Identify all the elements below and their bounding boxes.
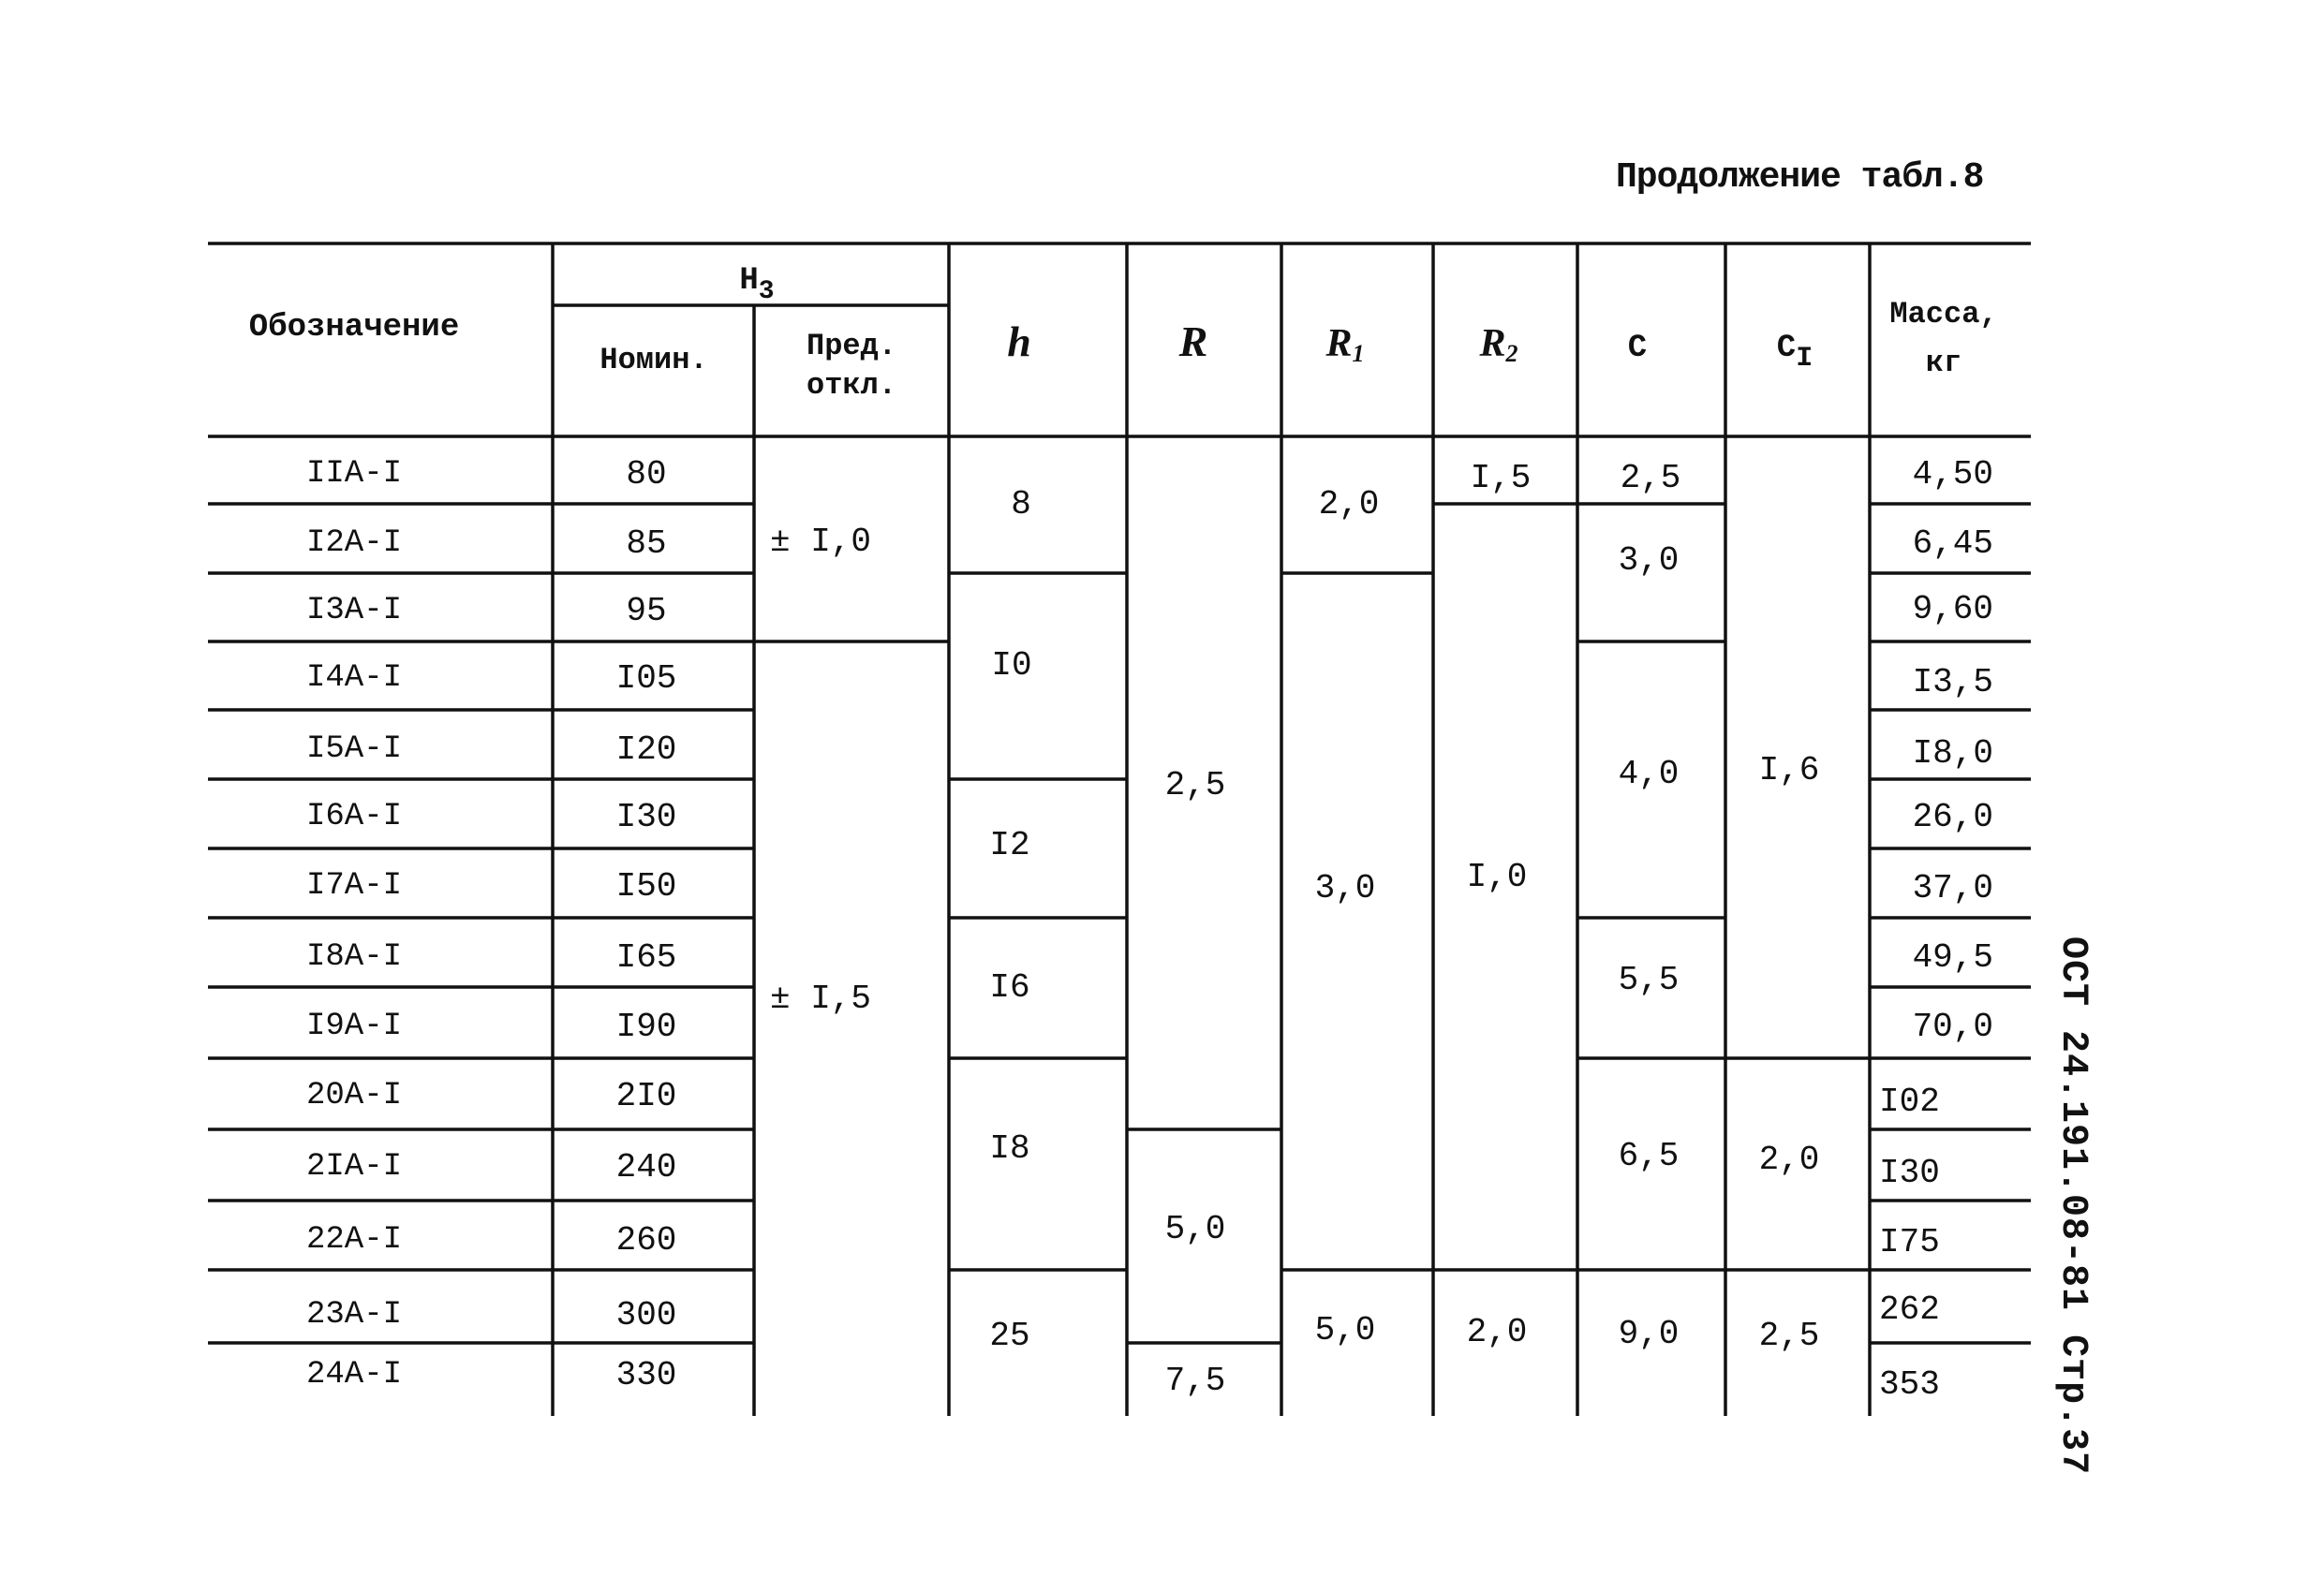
h-cell: I8 [989, 1129, 1030, 1168]
r1-cell: 2,0 [1318, 485, 1380, 523]
c-cell: 5,5 [1618, 961, 1680, 999]
table-row [306, 524, 1993, 563]
mass-cell: I02 [1879, 1083, 1940, 1121]
table-row [306, 659, 1993, 701]
nominal-cell: 80 [626, 455, 667, 494]
table-row [306, 938, 1993, 977]
nominal-cell: I30 [615, 798, 677, 836]
designation-cell: 23A-I [305, 1297, 403, 1333]
c1-cell: I,6 [1758, 751, 1820, 789]
designation-cell: I9A-I [305, 1009, 403, 1044]
header-r1 [1325, 322, 1364, 367]
nominal-cell: I50 [615, 867, 677, 906]
table-row [306, 867, 1993, 907]
designation-cell: I2A-I [305, 525, 403, 561]
header-tolerance-line1: Пред. [806, 329, 897, 363]
mass-cell: I75 [1879, 1223, 1940, 1261]
h-cell: I6 [989, 968, 1030, 1007]
h-cell: 8 [1011, 485, 1031, 523]
r1-cell: 3,0 [1314, 869, 1376, 907]
r-cell: 7,5 [1164, 1362, 1226, 1400]
header-c1-subscript: I [1796, 343, 1813, 375]
designation-cell: 24A-I [305, 1357, 403, 1393]
c-cell: 2,5 [1620, 459, 1681, 497]
table-caption: Продолжение табл.8 [1616, 157, 1984, 198]
mass-cell: 6,45 [1912, 524, 1993, 563]
c-cell: 3,0 [1618, 541, 1680, 580]
mass-cell: 353 [1879, 1365, 1940, 1404]
header-mass-line2: кг [1925, 346, 1962, 380]
nominal-cell: I65 [615, 938, 677, 977]
designation-cell: I5A-I [305, 731, 403, 767]
mass-cell: 37,0 [1912, 869, 1993, 907]
r2-cell: I,0 [1466, 858, 1528, 896]
header-tolerance-line2: откл. [806, 368, 897, 403]
c1-cell: 2,5 [1758, 1317, 1820, 1355]
table-grid [208, 243, 2031, 1416]
header-r1-symbol: R [1325, 322, 1353, 365]
mass-cell: 4,50 [1912, 455, 1993, 494]
table-row [306, 590, 1993, 630]
designation-cell: I6A-I [305, 799, 403, 834]
r2-cell: I,5 [1470, 459, 1532, 497]
h-cell: I2 [989, 826, 1030, 864]
tolerance-cell: ± I,0 [770, 523, 872, 561]
h-cell: 25 [989, 1317, 1030, 1355]
header-mass-line1: Масса, [1889, 297, 1998, 332]
header-h3 [739, 263, 774, 306]
mass-cell: 262 [1879, 1290, 1940, 1329]
header-r: R [1178, 317, 1208, 365]
header-r2-symbol: R [1479, 322, 1506, 365]
nominal-cell: I20 [615, 730, 677, 769]
designation-cell: 2IA-I [305, 1149, 403, 1185]
table-row [306, 730, 1993, 773]
header-c1 [1777, 331, 1813, 375]
mass-cell: 49,5 [1912, 938, 1993, 977]
mass-cell: I30 [1879, 1154, 1940, 1192]
mass-cell: 70,0 [1912, 1008, 1993, 1046]
mass-cell: 9,60 [1912, 590, 1993, 628]
nominal-cell: 330 [615, 1356, 677, 1394]
r1-cell: 5,0 [1314, 1311, 1376, 1349]
nominal-cell: 240 [615, 1148, 677, 1187]
c-cell: 9,0 [1618, 1315, 1680, 1353]
c-cell: 6,5 [1618, 1137, 1680, 1175]
designation-cell: I3A-I [305, 593, 403, 628]
mass-cell: I3,5 [1912, 663, 1993, 701]
header-h3-subscript: 3 [758, 277, 775, 306]
header-r1-subscript: 1 [1352, 340, 1365, 367]
table-row [306, 798, 1993, 836]
designation-cell: IIA-I [305, 456, 403, 492]
header-h3-symbol: Н [739, 263, 759, 299]
table-row [306, 455, 1993, 494]
mass-cell: I8,0 [1912, 734, 1993, 773]
c1-cell: 2,0 [1758, 1141, 1820, 1179]
tolerance-cell: ± I,5 [770, 980, 872, 1018]
nominal-cell: 95 [626, 592, 667, 630]
designation-cell: I7A-I [305, 868, 403, 904]
table-row [306, 1008, 1993, 1046]
header-c: С [1627, 331, 1648, 366]
header-r2-subscript: 2 [1505, 340, 1518, 367]
designation-cell: I8A-I [305, 939, 403, 975]
header-c1-symbol: С [1776, 331, 1797, 366]
designation-cell: 20A-I [305, 1078, 403, 1113]
nominal-cell: 300 [615, 1296, 677, 1334]
header-designation: Обозначение [248, 310, 460, 346]
header-r2 [1478, 322, 1517, 367]
nominal-cell: 2I0 [615, 1077, 677, 1115]
designation-cell: I4A-I [305, 660, 403, 696]
nominal-cell: I90 [615, 1008, 677, 1046]
h-cell: I0 [991, 646, 1032, 685]
header-nominal: Номин. [600, 343, 708, 377]
mass-cell: 26,0 [1912, 798, 1993, 836]
nominal-cell: 85 [626, 524, 667, 563]
r2-cell: 2,0 [1466, 1313, 1528, 1351]
document-code-footer: ОСТ 24.191.08-81 Стр.37 [2051, 936, 2094, 1476]
header-h: h [1007, 317, 1031, 365]
nominal-cell: I05 [615, 659, 677, 698]
designation-cell: 22A-I [305, 1222, 403, 1258]
r-cell: 2,5 [1164, 766, 1226, 804]
r-cell: 5,0 [1164, 1210, 1226, 1248]
c-cell: 4,0 [1618, 755, 1680, 793]
nominal-cell: 260 [615, 1221, 677, 1260]
